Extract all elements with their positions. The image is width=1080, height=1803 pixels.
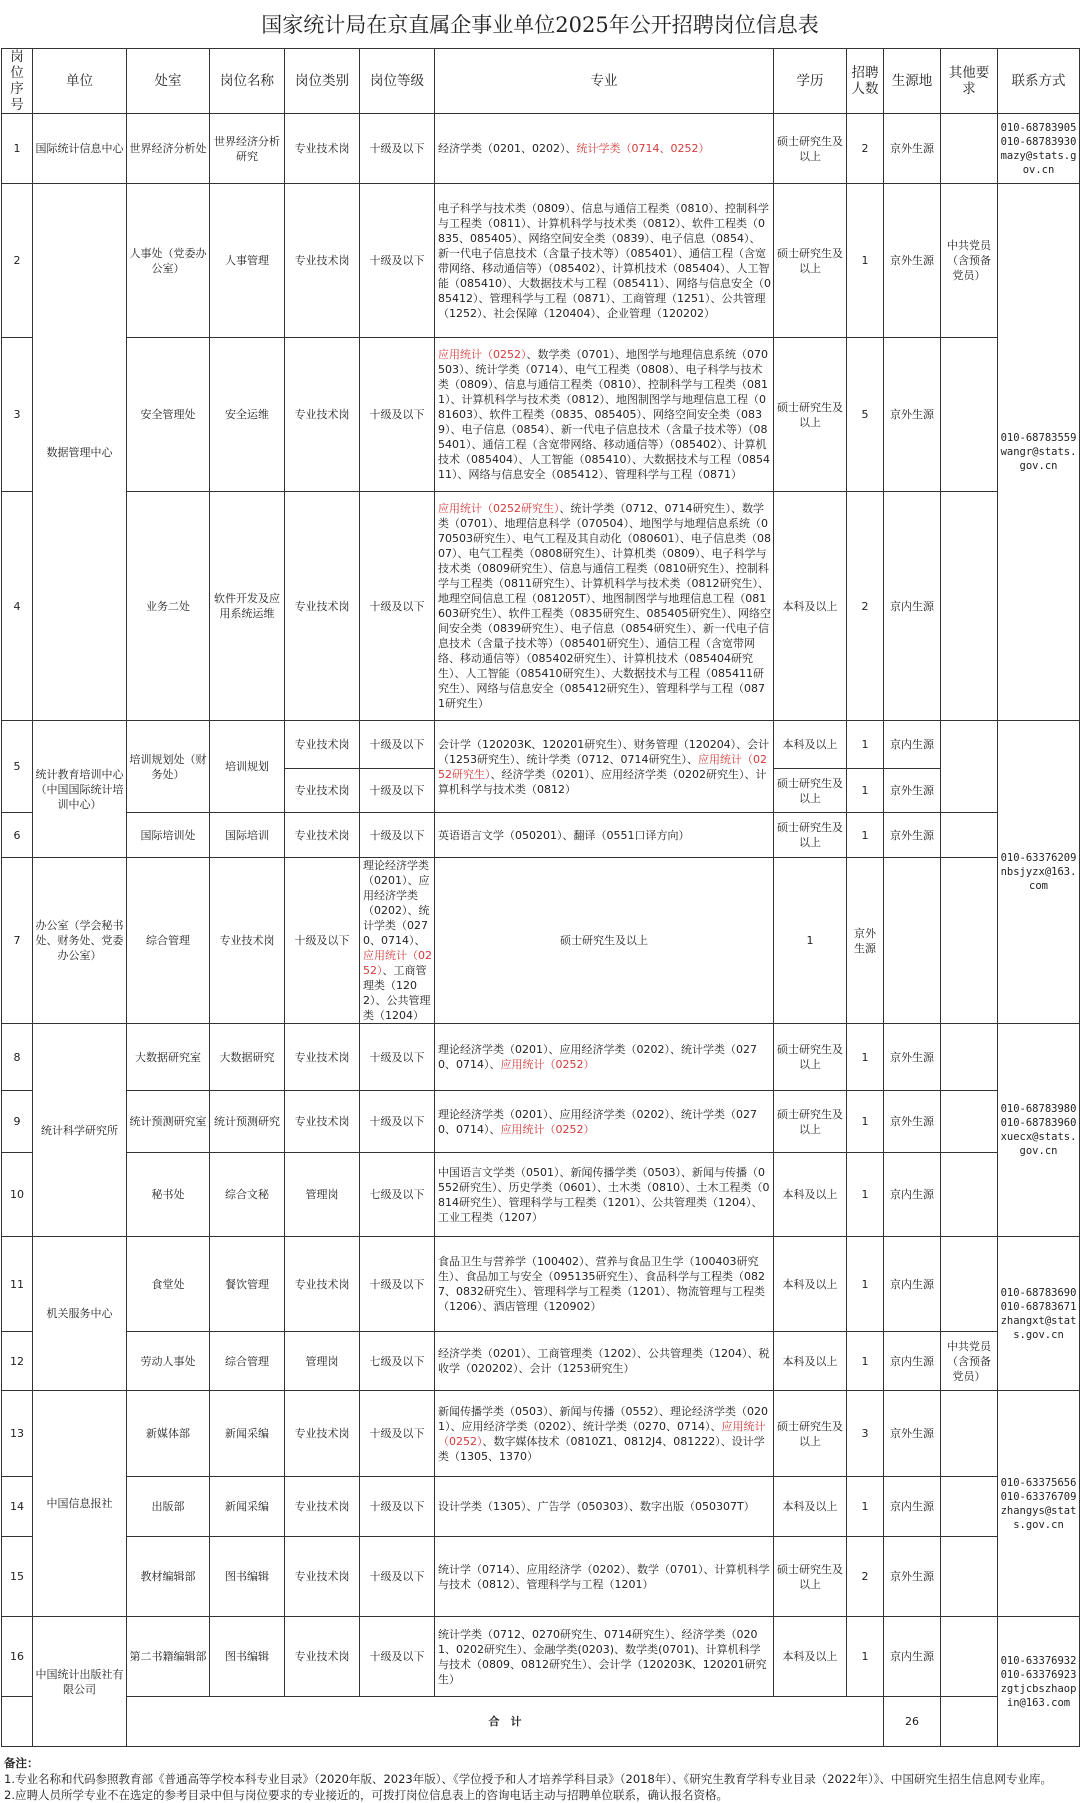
post-number: 14 bbox=[2, 1477, 33, 1537]
post-level: 七级及以下 bbox=[360, 1153, 435, 1237]
post-category: 专业技术岗 bbox=[285, 1391, 360, 1477]
post-level: 十级及以下 bbox=[360, 338, 435, 492]
highlighted-major: 应用统计（0252） bbox=[500, 1058, 595, 1071]
note-item: 1.专业名称和代码参照教育部《普通高等学校本科专业目录》（2020年版、2023年版）、《学位授予和人才培养学科目录》（2018年）、《研究生教育学科专业目录（2022年）》、中国研究生招生信息网专业库。 bbox=[4, 1772, 1053, 1786]
post-name: 世界经济分析研究 bbox=[210, 114, 285, 184]
post-category: 专业技术岗 bbox=[285, 1237, 360, 1332]
highlighted-major: 应用统计（0252研究生） bbox=[438, 752, 767, 781]
major-requirements bbox=[435, 492, 774, 721]
table-row bbox=[2, 1477, 1080, 1537]
education: 硕士研究生及以上 bbox=[435, 858, 774, 1024]
major-requirements bbox=[435, 1237, 774, 1332]
department: 第二书籍编辑部 bbox=[127, 1617, 210, 1697]
major-text: 、统计学类（0712、0714研究生）、数学类（0701）、地理信息科学（070504）、地图学与地理信息系统（070503研究生）、电气工程及其自动化（080601）、电子信息类（0807）、电气工程类（0808研究生）、计算机类（0809）、电子科学与技术类（0809研究生）、信息与通信工程类（0810研究生）、控制科学与工程类（0811研究生）、计算机科学与技术类（0812研究生）、地理空间信息工程（081205T）、地图制图学与地理信息工程（081603研究生）、软件工程类（0835研究生、085405研究生）、网络空间安全类（0839研究生）、电子信息（0854研究生）、新一代电子信息技术（含量子技术等）（085401研究生）、通信工程（含宽带网络、移动通信等）（085402研究生）、计算机技术（085404研究生）、人工智能（085410研究生）、大数据技术与工程（085411研究生）、网络与信息安全（085412研究生）、管理科学与工程（0871研究生） bbox=[438, 502, 771, 710]
hire-count: 3 bbox=[847, 1391, 884, 1477]
column-header: 其他要求 bbox=[941, 49, 998, 114]
post-level: 十级及以下 bbox=[360, 1237, 435, 1332]
other-requirements bbox=[941, 721, 998, 813]
post-level: 十级及以下 bbox=[360, 769, 435, 813]
department: 劳动人事处 bbox=[127, 1332, 210, 1391]
other-requirements bbox=[941, 1391, 998, 1477]
table-row bbox=[2, 1332, 1080, 1391]
other-requirements bbox=[941, 1153, 998, 1237]
post-name: 新闻采编 bbox=[210, 1477, 285, 1537]
department: 世界经济分析处 bbox=[127, 114, 210, 184]
major-text: 会计学（120203K、120201研究生）、财务管理（120204）、会计（1253研究生）、统计学类（0712、0714研究生）、 bbox=[438, 737, 770, 766]
origin: 京外生源 bbox=[884, 1091, 941, 1153]
highlighted-major: 应用统计（0252研究生） bbox=[438, 502, 560, 515]
origin: 京外生源 bbox=[847, 858, 884, 1024]
post-level: 十级及以下 bbox=[360, 1617, 435, 1697]
table-row bbox=[2, 184, 1080, 338]
table-row bbox=[2, 1391, 1080, 1477]
post-number: 5 bbox=[2, 721, 33, 813]
post-level: 十级及以下 bbox=[360, 1091, 435, 1153]
origin: 京外生源 bbox=[884, 769, 941, 813]
post-category: 专业技术岗 bbox=[210, 858, 285, 1024]
other-requirements bbox=[884, 858, 941, 1024]
total-label: 合 计 bbox=[127, 1697, 884, 1747]
post-level: 十级及以下 bbox=[360, 114, 435, 184]
major-requirements bbox=[435, 1091, 774, 1153]
post-category: 专业技术岗 bbox=[285, 184, 360, 338]
total-count: 26 bbox=[884, 1697, 941, 1747]
origin: 京内生源 bbox=[884, 492, 941, 721]
other-requirements bbox=[941, 114, 998, 184]
major-text: 经济学类（0201、0202）、 bbox=[438, 142, 577, 155]
major-text: 经济学类（0201）、工商管理类（1202）、公共管理类（1204）、税收学（020202）、会计（1253研究生） bbox=[438, 1347, 770, 1375]
origin: 京外生源 bbox=[884, 1024, 941, 1091]
major-requirements bbox=[435, 184, 774, 338]
post-name: 国际培训 bbox=[210, 813, 285, 858]
post-level: 十级及以下 bbox=[360, 1537, 435, 1617]
contact: 010-68783905 010-68783930 mazy@stats.gov.cn bbox=[998, 114, 1080, 184]
page-title: 国家统计局在京直属企事业单位2025年公开招聘岗位信息表 bbox=[261, 13, 819, 37]
empty-cell bbox=[2, 1697, 33, 1747]
hire-count: 2 bbox=[847, 114, 884, 184]
highlighted-major: 应用统计（0252） bbox=[363, 949, 432, 977]
contact: 010-68783690 010-68783671 zhangxt@stats.gov.cn bbox=[998, 1237, 1080, 1391]
contact: 010-63376209 nbsjyzx@163.com bbox=[998, 721, 1080, 1024]
origin: 京外生源 bbox=[884, 813, 941, 858]
hire-count: 5 bbox=[847, 338, 884, 492]
hire-count: 1 bbox=[847, 1237, 884, 1332]
department: 教材编辑部 bbox=[127, 1537, 210, 1617]
post-level: 十级及以下 bbox=[360, 1391, 435, 1477]
post-level: 十级及以下 bbox=[360, 1477, 435, 1537]
post-name: 安全运维 bbox=[210, 338, 285, 492]
unit-name: 中国统计出版社有限公司 bbox=[33, 1617, 127, 1747]
major-requirements bbox=[435, 1153, 774, 1237]
hire-count: 1 bbox=[847, 813, 884, 858]
other-requirements bbox=[941, 813, 998, 858]
department: 人事处（党委办公室） bbox=[127, 184, 210, 338]
table-row bbox=[2, 1237, 1080, 1332]
post-name: 综合管理 bbox=[127, 858, 210, 1024]
origin: 京外生源 bbox=[884, 1391, 941, 1477]
education: 本科及以上 bbox=[774, 1332, 847, 1391]
unit-name: 统计教育培训中心（中国国际统计培训中心） bbox=[33, 721, 127, 858]
table-row bbox=[2, 1024, 1080, 1091]
column-header: 生源地 bbox=[884, 49, 941, 114]
major-text: 、经济学类（0201）、应用经济学类（0202研究生）、计算机科学与技术类（0812） bbox=[438, 767, 767, 796]
note-item: 2.应聘人员所学专业不在选定的参考目录中但与岗位要求的专业接近的，可拨打岗位信息表上的咨询电话主动与招聘单位联系，确认报名资格。 bbox=[4, 1788, 728, 1802]
highlighted-major: 应用统计（0252） bbox=[500, 1122, 595, 1136]
post-level: 七级及以下 bbox=[360, 1332, 435, 1391]
column-header: 招聘人数 bbox=[847, 49, 884, 114]
contact: 010-63375656 010-63376709 zhangys@stats.gov.cn bbox=[998, 1391, 1080, 1617]
education: 本科及以上 bbox=[774, 1477, 847, 1537]
origin: 京内生源 bbox=[884, 1153, 941, 1237]
hire-count: 1 bbox=[847, 1332, 884, 1391]
other-requirements bbox=[941, 1537, 998, 1617]
table-row bbox=[2, 114, 1080, 184]
other-requirements: 中共党员（含预备党员） bbox=[941, 184, 998, 338]
education: 硕士研究生及以上 bbox=[774, 1537, 847, 1617]
major-requirements bbox=[360, 858, 435, 1024]
post-category: 专业技术岗 bbox=[285, 1091, 360, 1153]
hire-count: 1 bbox=[847, 1153, 884, 1237]
hire-count: 1 bbox=[847, 769, 884, 813]
notes-title: 备注： bbox=[4, 1756, 39, 1770]
major-text: 统计学（0714）、应用经济学（0202）、数学（0701）、计算机科学与技术（0812）、管理科学与工程（1201） bbox=[438, 1562, 770, 1591]
education: 硕士研究生及以上 bbox=[774, 769, 847, 813]
other-requirements bbox=[941, 1477, 998, 1537]
post-name: 软件开发及应用系统运维 bbox=[210, 492, 285, 721]
major-text: 、工商管理类（1202）、公共管理类（1204） bbox=[363, 964, 431, 1022]
major-requirements bbox=[435, 1391, 774, 1477]
major-requirements bbox=[435, 1024, 774, 1091]
column-header: 岗位序号 bbox=[2, 49, 33, 114]
major-text: 电子科学与技术类（0809）、信息与通信工程类（0810）、控制科学与工程类（0811）、计算机科学与技术类（0812）、软件工程类（0835、085405）、网络空间安全类（0839）、电子信息（0854）、新一代电子信息技术（含量子技术等）（085401）、通信工程（含宽带网络、移动通信等）（085402）、计算机技术（085404）、人工智能（085410）、大数据技术与工程（085411）、网络与信息安全（085412）、管理科学与工程（0871）、工商管理（1251）、公共管理（1252）、社会保障（120404）、企业管理（120202） bbox=[438, 201, 771, 320]
contact: 010-63376932 010-63376923 zgtjcbszhaopin@163.com bbox=[998, 1617, 1080, 1747]
other-requirements bbox=[941, 338, 998, 492]
education: 硕士研究生及以上 bbox=[774, 184, 847, 338]
origin: 京内生源 bbox=[884, 721, 941, 769]
job-table bbox=[1, 48, 1080, 1747]
unit-name: 统计科学研究所 bbox=[33, 1024, 127, 1237]
post-number: 11 bbox=[2, 1237, 33, 1332]
major-text: 理论经济学类（0201）、应用经济学类（0202）、统计学类（0270、0714）、 bbox=[363, 859, 430, 947]
post-name: 餐饮管理 bbox=[210, 1237, 285, 1332]
major-text: 统计学类（0712、0270研究生、0714研究生）、经济学类（0201、0202研究生）、金融学类(0203)、数学类(0701)、计算机科学与技术（0809、0812研究生）、会计学（120203K、120201研究生） bbox=[438, 1627, 767, 1686]
major-requirements bbox=[435, 721, 774, 813]
post-number: 7 bbox=[2, 858, 33, 1024]
post-name: 图书编辑 bbox=[210, 1537, 285, 1617]
major-requirements bbox=[435, 1537, 774, 1617]
hire-count: 1 bbox=[847, 1477, 884, 1537]
origin: 京内生源 bbox=[884, 1617, 941, 1697]
major-text: 食品卫生与营养学（100402）、营养与食品卫生学（100403研究生）、食品加工与安全（095135研究生）、食品科学与工程类（0827、0832研究生）、管理科学与工程类（1201）、物流管理与工程类（1206）、酒店管理（120902） bbox=[438, 1255, 765, 1313]
post-number: 16 bbox=[2, 1617, 33, 1697]
post-number: 2 bbox=[2, 184, 33, 338]
unit-name: 中国信息报社 bbox=[33, 1391, 127, 1617]
post-name: 新闻采编 bbox=[210, 1391, 285, 1477]
post-number: 10 bbox=[2, 1153, 33, 1237]
post-category: 专业技术岗 bbox=[285, 1617, 360, 1697]
table-row bbox=[2, 492, 1080, 721]
post-name: 大数据研究 bbox=[210, 1024, 285, 1091]
major-text: 设计学类（1305）、广告学（050303）、数字出版（050307T） bbox=[438, 1500, 755, 1513]
other-requirements bbox=[941, 1091, 998, 1153]
education: 硕士研究生及以上 bbox=[774, 813, 847, 858]
post-name: 人事管理 bbox=[210, 184, 285, 338]
education: 本科及以上 bbox=[774, 1617, 847, 1697]
total-row bbox=[2, 1697, 1080, 1747]
post-category: 专业技术岗 bbox=[285, 1477, 360, 1537]
post-name: 图书编辑 bbox=[210, 1617, 285, 1697]
department: 办公室（学会秘书处、财务处、党委办公室） bbox=[33, 858, 127, 1024]
unit-name: 机关服务中心 bbox=[33, 1237, 127, 1391]
column-header: 处室 bbox=[127, 49, 210, 114]
hire-count: 1 bbox=[847, 721, 884, 769]
table-row bbox=[2, 721, 1080, 769]
major-requirements bbox=[435, 114, 774, 184]
table-row bbox=[2, 1091, 1080, 1153]
department: 业务二处 bbox=[127, 492, 210, 721]
highlighted-major: 统计学类（0714、0252） bbox=[576, 142, 710, 155]
post-number: 1 bbox=[2, 114, 33, 184]
post-category: 专业技术岗 bbox=[285, 114, 360, 184]
other-requirements: 中共党员（含预备党员） bbox=[941, 1332, 998, 1391]
post-name: 综合管理 bbox=[210, 1332, 285, 1391]
post-category: 专业技术岗 bbox=[285, 721, 360, 769]
education: 本科及以上 bbox=[774, 1153, 847, 1237]
education: 硕士研究生及以上 bbox=[774, 1024, 847, 1091]
origin: 京外生源 bbox=[884, 1537, 941, 1617]
table-row bbox=[2, 1537, 1080, 1617]
post-number: 8 bbox=[2, 1024, 33, 1091]
post-number: 3 bbox=[2, 338, 33, 492]
unit-name: 数据管理中心 bbox=[33, 184, 127, 721]
column-header: 专业 bbox=[435, 49, 774, 114]
post-number: 9 bbox=[2, 1091, 33, 1153]
post-level: 十级及以下 bbox=[360, 1024, 435, 1091]
department: 食堂处 bbox=[127, 1237, 210, 1332]
column-header: 岗位名称 bbox=[210, 49, 285, 114]
table-row bbox=[2, 813, 1080, 858]
major-text: 、数字媒体技术（0810Z1、0812J4、081222）、设计学类（1305、1370） bbox=[438, 1434, 765, 1463]
origin: 京外生源 bbox=[884, 114, 941, 184]
column-header: 岗位类别 bbox=[285, 49, 360, 114]
department: 安全管理处 bbox=[127, 338, 210, 492]
highlighted-major: 应用统计（0252） bbox=[438, 348, 527, 361]
major-text: 新闻传播学类（0503）、新闻与传播（0552）、理论经济学类（0201）、应用经济学类（0202）、统计学类（0270、0714）、 bbox=[438, 1404, 768, 1433]
table-row bbox=[2, 858, 1080, 1024]
post-category: 专业技术岗 bbox=[285, 769, 360, 813]
major-requirements bbox=[435, 1617, 774, 1697]
post-number: 13 bbox=[2, 1391, 33, 1477]
hire-count: 2 bbox=[847, 492, 884, 721]
department: 新媒体部 bbox=[127, 1391, 210, 1477]
post-level: 十级及以下 bbox=[360, 813, 435, 858]
post-name: 综合文秘 bbox=[210, 1153, 285, 1237]
post-category: 专业技术岗 bbox=[285, 1024, 360, 1091]
post-number: 4 bbox=[2, 492, 33, 721]
table-row bbox=[2, 1153, 1080, 1237]
column-header: 联系方式 bbox=[998, 49, 1080, 114]
major-requirements bbox=[435, 813, 774, 858]
hire-count: 1 bbox=[774, 858, 847, 1024]
hire-count: 1 bbox=[847, 184, 884, 338]
origin: 京内生源 bbox=[884, 1477, 941, 1537]
major-text: 英语语言文学（050201）、翻译（0551口译方向） bbox=[438, 828, 690, 842]
post-name: 培训规划 bbox=[210, 721, 285, 813]
post-number: 12 bbox=[2, 1332, 33, 1391]
hire-count: 1 bbox=[847, 1024, 884, 1091]
origin: 京外生源 bbox=[884, 338, 941, 492]
education: 本科及以上 bbox=[774, 492, 847, 721]
origin: 京内生源 bbox=[884, 1237, 941, 1332]
post-level: 十级及以下 bbox=[360, 721, 435, 769]
post-category: 专业技术岗 bbox=[285, 813, 360, 858]
post-level: 十级及以下 bbox=[360, 184, 435, 338]
education: 本科及以上 bbox=[774, 1237, 847, 1332]
education: 本科及以上 bbox=[774, 721, 847, 769]
notes bbox=[0, 1747, 1080, 1803]
hire-count: 1 bbox=[847, 1091, 884, 1153]
column-header: 岗位等级 bbox=[360, 49, 435, 114]
department: 培训规划处（财务处） bbox=[127, 721, 210, 813]
major-text: 、数学类（0701）、地图学与地理信息系统（070503）、统计学类（0714）、电气工程类（0808）、电子科学与技术类（0809）、信息与通信工程类（0810）、控制科学与工程类（0811）、计算机科学与技术类（0812）、地图制图学与地理信息工程（081603）、软件工程类（0835、085405）、网络空间安全类（0839）、电子信息（0854）、新一代电子信息技术（含量子技术等）（085401）、通信工程（含宽带网络、移动通信等）（085402）、计算机技术（085404）、人工智能（085410）、大数据技术与工程（085411）、网络与信息安全（085412）、管理科学与工程（0871） bbox=[438, 348, 770, 481]
other-requirements bbox=[941, 1617, 998, 1697]
post-category: 专业技术岗 bbox=[285, 492, 360, 721]
post-category: 专业技术岗 bbox=[285, 1537, 360, 1617]
post-category: 管理岗 bbox=[285, 1153, 360, 1237]
department: 出版部 bbox=[127, 1477, 210, 1537]
post-category: 管理岗 bbox=[285, 1332, 360, 1391]
department: 国际培训处 bbox=[127, 813, 210, 858]
post-number: 6 bbox=[2, 813, 33, 858]
empty-cell bbox=[941, 1697, 998, 1747]
other-requirements bbox=[941, 1024, 998, 1091]
hire-count: 1 bbox=[847, 1617, 884, 1697]
column-header: 学历 bbox=[774, 49, 847, 114]
unit-name: 国际统计信息中心 bbox=[33, 114, 127, 184]
post-category: 专业技术岗 bbox=[285, 338, 360, 492]
column-header: 单位 bbox=[33, 49, 127, 114]
major-text: 中国语言文学类（0501）、新闻传播学类（0503）、新闻与传播（0552研究生）、历史学类（0601）、土木类（0810）、土木工程类（0814研究生）、管理科学与工程类（1201）、公共管理类（1204）、工业工程类（1207） bbox=[438, 1165, 770, 1224]
post-number: 15 bbox=[2, 1537, 33, 1617]
major-requirements bbox=[435, 1332, 774, 1391]
major-text: 理论经济学类（0201）、应用经济学类（0202）、统计学类（0270、0714）、 bbox=[438, 1107, 757, 1136]
contact: 010-68783980 010-68783960 xuecx@stats.gov.cn bbox=[998, 1024, 1080, 1237]
department: 秘书处 bbox=[127, 1153, 210, 1237]
other-requirements bbox=[941, 492, 998, 721]
major-requirements bbox=[435, 338, 774, 492]
post-name: 统计预测研究 bbox=[210, 1091, 285, 1153]
department: 统计预测研究室 bbox=[127, 1091, 210, 1153]
origin: 京内生源 bbox=[884, 1332, 941, 1391]
department: 大数据研究室 bbox=[127, 1024, 210, 1091]
education: 硕士研究生及以上 bbox=[774, 1091, 847, 1153]
major-requirements bbox=[435, 1477, 774, 1537]
origin: 京外生源 bbox=[884, 184, 941, 338]
other-requirements bbox=[941, 1237, 998, 1332]
highlighted-major: 应用统计（0252） bbox=[438, 1419, 766, 1448]
major-text: 理论经济学类（0201）、应用经济学类（0202）、统计学类（0270、0714）、 bbox=[438, 1043, 757, 1071]
table-row bbox=[2, 1617, 1080, 1697]
contact: 010-68783559 wangr@stats.gov.cn bbox=[998, 184, 1080, 721]
table-row bbox=[2, 338, 1080, 492]
education: 硕士研究生及以上 bbox=[774, 114, 847, 184]
post-level: 十级及以下 bbox=[360, 492, 435, 721]
post-level: 十级及以下 bbox=[285, 858, 360, 1024]
education: 硕士研究生及以上 bbox=[774, 338, 847, 492]
hire-count: 2 bbox=[847, 1537, 884, 1617]
education: 硕士研究生及以上 bbox=[774, 1391, 847, 1477]
